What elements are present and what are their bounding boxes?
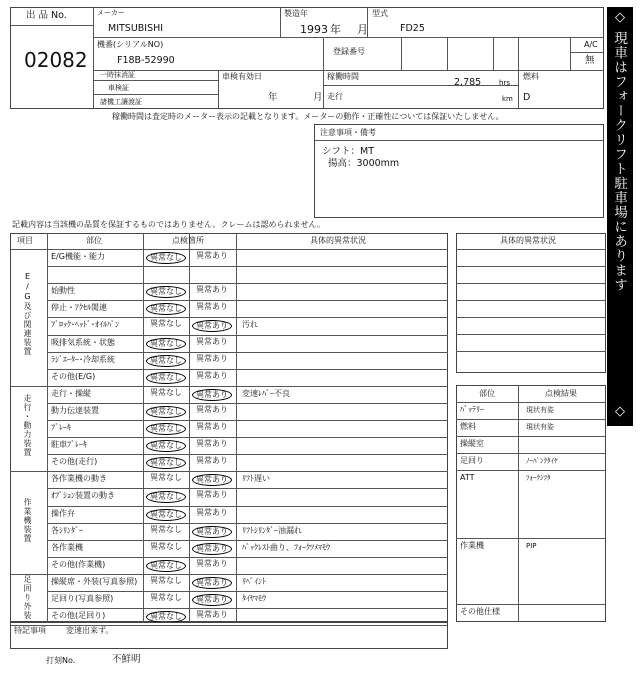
- row-normal-option[interactable]: 異常なし: [146, 491, 186, 503]
- row-abnormal-option[interactable]: 異常あり: [196, 404, 228, 414]
- row-normal-option[interactable]: 異常なし: [146, 338, 186, 350]
- row-abnormal-option[interactable]: 異常あり: [196, 251, 228, 260]
- row-abnormal-option[interactable]: 異常あり: [196, 610, 228, 620]
- hours-unit: hrs: [499, 79, 510, 87]
- row-normal-option[interactable]: 異常なし: [146, 423, 186, 435]
- row-normal-option[interactable]: 異常なし: [146, 252, 186, 264]
- stamp-value: 不鮮明: [112, 654, 141, 665]
- side-banner: [607, 7, 633, 426]
- row-abnormal-option[interactable]: 異常あり: [192, 577, 232, 589]
- row-normal-option[interactable]: 異常なし: [150, 575, 182, 585]
- row-normal-option[interactable]: 異常なし: [146, 457, 186, 469]
- header-part: 部位: [86, 236, 102, 245]
- row-normal-option[interactable]: 異常なし: [146, 286, 186, 298]
- row-abnormal-option[interactable]: 異常あり: [196, 353, 228, 363]
- inspection-result-table: [456, 385, 606, 622]
- remarks-title: 注意事項・備考: [320, 128, 376, 137]
- row-detail: 汚れ: [242, 320, 258, 330]
- row-part: その他(作業機): [51, 559, 106, 569]
- result-value: ﾉｰﾊﾟﾝｸﾀｲﾔ: [526, 457, 558, 465]
- item-no: 02082: [24, 48, 88, 72]
- result-value: PIP: [526, 542, 537, 550]
- permit-label-2: 車検証: [108, 84, 129, 92]
- row-detail: ﾘﾌﾄｼﾘﾝﾀﾞｰ油漏れ: [242, 525, 302, 535]
- result-part: 燃料: [460, 422, 476, 431]
- row-part: その他(走行): [51, 457, 98, 467]
- result-value: ﾌｫｰｸｼﾌﾀ: [526, 474, 551, 482]
- row-normal-option[interactable]: 異常なし: [150, 524, 182, 534]
- row-abnormal-option[interactable]: 異常あり: [196, 558, 228, 568]
- row-part: 操縦席・外装(写真参照): [51, 576, 138, 586]
- row-abnormal-option[interactable]: 異常あり: [196, 422, 228, 431]
- row-part: 操作弁: [51, 508, 75, 518]
- row-abnormal-option[interactable]: 異常あり: [192, 526, 232, 538]
- quality-disclaimer: 記載内容は当該機の品質を保証するものではありません。クレームは認められません。: [12, 220, 325, 229]
- remarks-box: [314, 124, 604, 218]
- row-abnormal-option[interactable]: 異常あり: [196, 439, 228, 449]
- diamond-bottom-icon: ◇: [615, 404, 625, 419]
- result-col-result: 点検結果: [545, 389, 577, 398]
- row-abnormal-option[interactable]: 異常あり: [196, 285, 228, 295]
- result-part: ATT: [460, 473, 475, 482]
- row-normal-option[interactable]: 異常なし: [146, 355, 186, 367]
- row-detail: ﾘﾍﾟｲﾝﾄ: [242, 576, 266, 586]
- fuel-label: 燃料: [523, 72, 539, 81]
- result-part: 作業機: [460, 541, 484, 550]
- row-abnormal-option[interactable]: 異常あり: [196, 456, 228, 466]
- hours-disclaimer: 稼働時間は査定時のメーター表示の記載となります。メーターの動作・正確性については保証いたしません。: [112, 112, 504, 121]
- registration-label: 登録番号: [333, 47, 365, 56]
- row-detail: ﾊﾞｯｸﾚｽﾄ曲り、ﾌｫｰｸﾂﾒﾏﾓｳ: [242, 542, 330, 552]
- row-detail: ﾀｲﾔﾏﾓｳ: [242, 594, 266, 603]
- serial-value: F18B-52990: [117, 55, 175, 66]
- year-label: 製造年: [284, 9, 308, 18]
- result-part: 操縦室: [460, 439, 484, 448]
- hours-value: 2,785: [454, 77, 482, 88]
- group-label: 作業機装置: [23, 497, 32, 543]
- row-part: 動力伝達装置: [51, 405, 99, 415]
- permit-label-1: 一時抹消証: [100, 71, 135, 79]
- row-part: 始動性: [51, 286, 75, 296]
- row-abnormal-option[interactable]: 異常あり: [192, 543, 232, 555]
- row-abnormal-option[interactable]: 異常あり: [196, 302, 228, 312]
- special-notes-value: 変速出来ず。: [66, 626, 114, 635]
- header-category: 項目: [17, 236, 33, 245]
- right-detail-box: [456, 233, 606, 373]
- item-no-label: 出 品 No.: [26, 10, 67, 21]
- inspection-label: 車検有効日: [222, 72, 262, 81]
- result-value: 現状有姿: [526, 423, 554, 431]
- row-normal-option[interactable]: 異常なし: [150, 473, 182, 483]
- row-normal-option[interactable]: 異常なし: [146, 611, 186, 623]
- year-value: 1993: [300, 23, 328, 36]
- stamp-label: 打刻No.: [46, 656, 76, 665]
- header-check: 点検箇所: [172, 236, 204, 245]
- remark-line-2: 揚高：3000mm: [328, 158, 400, 169]
- result-part: その他仕様: [460, 607, 500, 616]
- side-banner-text: 現車はフォークリフト駐車場にあります: [611, 31, 628, 292]
- year-unit: 年: [330, 23, 341, 36]
- row-abnormal-option[interactable]: 異常あり: [196, 507, 228, 517]
- diamond-top-icon: ◇: [615, 10, 625, 25]
- group-label: 足回り外装: [23, 574, 32, 620]
- travel-label: 走行: [327, 92, 343, 101]
- row-part: ﾌﾞﾚｰｷ: [51, 423, 71, 432]
- row-part: E/G機能・能力: [51, 252, 105, 261]
- maker-value: MITSUBISHI: [108, 23, 164, 34]
- fuel-value: D: [523, 92, 531, 103]
- header-detail: 具体的異常状況: [310, 236, 366, 245]
- special-notes-label: 特記事項: [14, 626, 46, 635]
- row-normal-option[interactable]: 異常なし: [146, 372, 186, 384]
- remark-line-1: シフト：MT: [322, 146, 374, 157]
- right-detail-header: 具体的異常状況: [500, 236, 556, 245]
- row-abnormal-option[interactable]: 異常あり: [196, 336, 228, 346]
- row-normal-option[interactable]: 異常なし: [150, 387, 182, 397]
- row-abnormal-option[interactable]: 異常あり: [196, 370, 228, 380]
- inspection-year-unit: 年: [268, 92, 278, 103]
- month-unit: 月: [357, 23, 368, 36]
- row-abnormal-option[interactable]: 異常あり: [196, 490, 228, 500]
- ac-value: 無: [585, 55, 595, 66]
- row-part: ｵﾌﾟｼｮﾝ装置の動き: [51, 491, 115, 501]
- row-abnormal-option[interactable]: 異常あり: [192, 389, 232, 401]
- group-label: E/G及び関連装置: [23, 272, 32, 357]
- permit-label-3: 諸機工讓渡証: [100, 98, 142, 106]
- row-normal-option[interactable]: 異常なし: [150, 593, 182, 602]
- row-part: 各作業機の動き: [51, 474, 107, 484]
- row-part: その他(E/G): [51, 371, 96, 381]
- row-normal-option[interactable]: 異常なし: [146, 440, 186, 452]
- row-part: 各ｼﾘﾝﾀﾞｰ: [51, 525, 83, 535]
- row-abnormal-option[interactable]: 異常あり: [192, 474, 232, 486]
- ac-label: A/C: [584, 40, 598, 49]
- km-unit: km: [502, 95, 513, 103]
- row-detail: ﾘﾌﾄ遅い: [242, 474, 270, 484]
- group-label: 走行・動力装置: [23, 393, 32, 457]
- result-value: 現状有姿: [526, 406, 554, 414]
- model-value: FD25: [400, 23, 425, 34]
- row-part: ﾌﾞﾛｯｸ･ﾍｯﾄﾞ･ｵｲﾙﾊﾟﾝ: [51, 320, 119, 330]
- serial-label: 機番(シリアルNO): [97, 40, 164, 49]
- row-normal-option[interactable]: 異常なし: [146, 560, 186, 572]
- result-part: ﾊﾞｯﾃﾘｰ: [460, 405, 484, 414]
- row-part: その他(足回り): [51, 611, 106, 621]
- result-col-part: 部位: [479, 389, 495, 398]
- row-normal-option[interactable]: 異常なし: [146, 406, 186, 418]
- row-normal-option[interactable]: 異常なし: [150, 319, 182, 329]
- row-abnormal-option[interactable]: 異常あり: [192, 320, 232, 332]
- row-part: ﾗｼﾞｴｰﾀｰ･冷却系統: [51, 354, 115, 364]
- result-part: 足回り: [460, 456, 484, 465]
- inspection-month-unit: 月: [313, 92, 323, 103]
- row-part: 足回り(写真参照): [51, 594, 114, 603]
- row-normal-option[interactable]: 異常なし: [150, 541, 182, 551]
- hours-label: 稼働時間: [327, 72, 359, 81]
- maker-label: メーカー: [97, 9, 125, 17]
- row-normal-option[interactable]: 異常なし: [146, 509, 186, 521]
- row-part: 駐車ﾌﾞﾚｰｷ: [51, 440, 87, 450]
- row-part: 吸排気系統・状態: [51, 337, 115, 347]
- row-part: 停止・ｱｸｾﾙ関連: [51, 303, 107, 313]
- model-label: 型式: [372, 9, 388, 18]
- row-detail: 変速ﾚﾊﾞｰ不良: [242, 388, 290, 398]
- row-normal-option[interactable]: 異常なし: [146, 303, 186, 315]
- row-part: 走行・操縦: [51, 388, 91, 398]
- row-part: 各作業機: [51, 542, 83, 552]
- row-abnormal-option[interactable]: 異常あり: [192, 594, 232, 606]
